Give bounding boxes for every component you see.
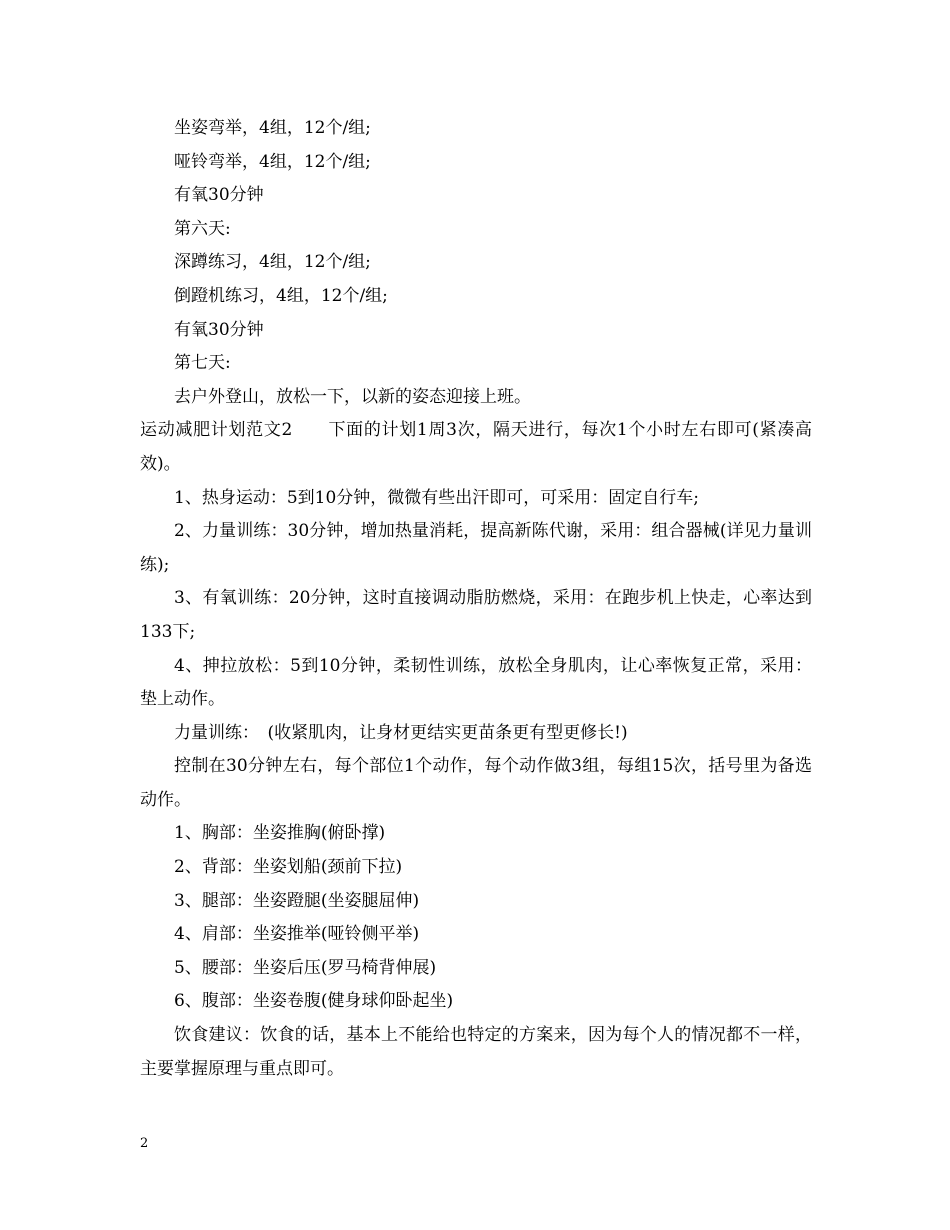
paragraph-plan-2-intro: 运动减肥计划范文2 下面的计划1周3次，隔天进行，每次1个小时左右即可(紧凑高效)。 bbox=[140, 420, 812, 474]
paragraph-day-six-heading: 第六天: bbox=[174, 218, 231, 239]
paragraph-exercise-dumbbell-curl: 哑铃弯举，4组，12个/组; bbox=[174, 151, 371, 172]
list-item-chest: 1、胸部：坐姿推胸(俯卧撑) bbox=[174, 823, 386, 844]
page-number: 2 bbox=[140, 1136, 149, 1151]
list-item-waist: 5、腰部：坐姿后压(罗马椅背伸展) bbox=[174, 957, 437, 978]
paragraph-warm-up: 1、热身运动：5到10分钟，微微有些出汗即可，可采用：固定自行车; bbox=[174, 487, 699, 508]
paragraph-aerobic-training: 3、有氧训练：20分钟，这时直接调动脂肪燃烧，采用：在跑步机上快走，心率达到133下; bbox=[140, 588, 812, 642]
list-item-abdomen: 6、腹部：坐姿卷腹(健身球仰卧起坐) bbox=[174, 991, 454, 1012]
list-item-shoulders: 4、肩部：坐姿推举(哑铃侧平举) bbox=[174, 924, 420, 945]
paragraph-strength-heading: 力量训练： (收紧肌肉，让身材更结实更苗条更有型更修长!) bbox=[174, 722, 628, 743]
paragraph-aerobic-2: 有氧30分钟 bbox=[174, 319, 264, 340]
paragraph-diet-advice: 饮食建议：饮食的话，基本上不能给也特定的方案来，因为每个人的情况都不一样，主要掌握原理与重点即可。 bbox=[140, 1025, 812, 1079]
paragraph-day-seven-activity: 去户外登山，放松一下，以新的姿态迎接上班。 bbox=[174, 386, 531, 407]
paragraph-strength-rules: 控制在30分钟左右，每个部位1个动作，每个动作做3组，每组15次，括号里为备选动作。 bbox=[140, 756, 812, 810]
paragraph-exercise-squat: 深蹲练习，4组，12个/组; bbox=[174, 252, 371, 273]
paragraph-aerobic-1: 有氧30分钟 bbox=[174, 185, 264, 206]
paragraph-exercise-leg-press: 倒蹬机练习，4组，12个/组; bbox=[174, 285, 388, 306]
paragraph-stretch-relax: 4、抻拉放松：5到10分钟，柔韧性训练，放松全身肌肉，让心率恢复正常，采用：垫上动作。 bbox=[140, 655, 812, 710]
list-item-back: 2、背部：坐姿划船(颈前下拉) bbox=[174, 857, 403, 878]
paragraph-exercise-seated-curl: 坐姿弯举，4组，12个/组; bbox=[174, 118, 371, 138]
document-body bbox=[140, 112, 812, 1086]
list-item-legs: 3、腿部：坐姿蹬腿(坐姿腿屈伸) bbox=[174, 890, 420, 911]
paragraph-day-seven-heading: 第七天: bbox=[174, 353, 231, 374]
paragraph-strength-training: 2、力量训练：30分钟，增加热量消耗，提高新陈代谢，采用：组合器械(详见力量训练); bbox=[140, 521, 812, 575]
